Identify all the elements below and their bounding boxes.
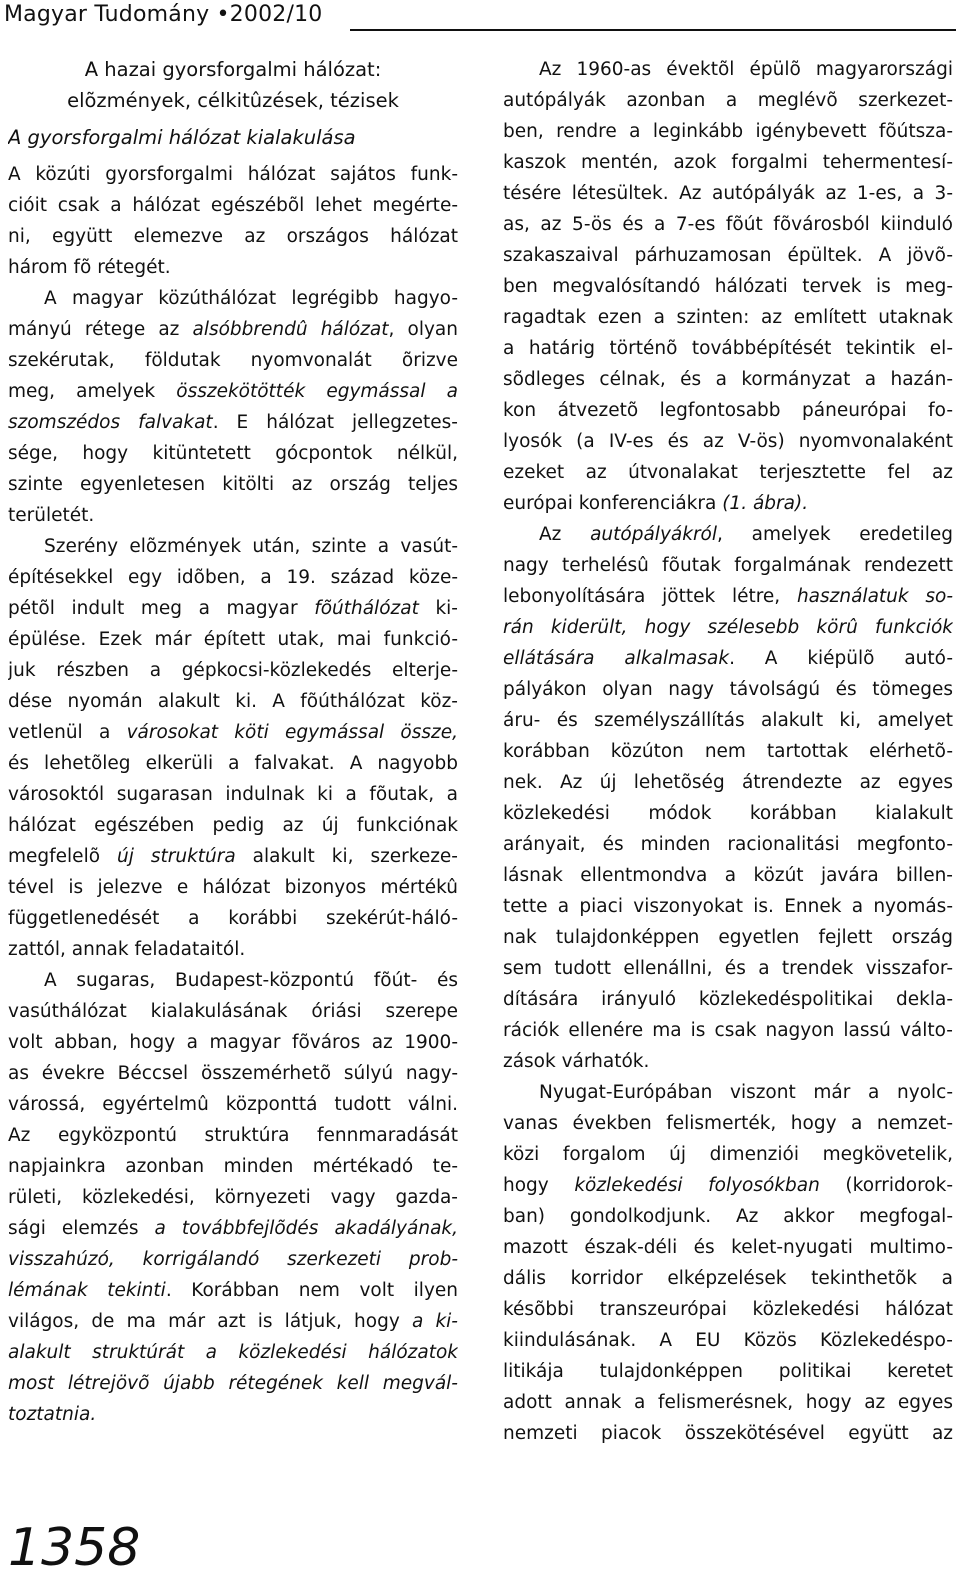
text-segment: várossá, egyértelmû központtá tudott válni. [8,1094,458,1115]
text-line [503,674,953,705]
text-segment: . A kiépülõ autó- [729,648,953,669]
text-segment: ragadtak ezen a szinten: az említett utaknak [503,307,953,328]
text-line [8,500,458,531]
text-segment: ki- [418,598,458,619]
emphasis-text: lémának tekinti [8,1280,166,1301]
text-segment: ben, rendre a leginkább igénybevett fõútsza- [503,121,953,142]
text-line [8,996,458,1027]
text-segment: dális korridor elképzelések tekinthetõk a [503,1268,953,1289]
emphasis-text: fõúthálózat [314,598,419,619]
text-line [8,1306,458,1337]
text-segment: . E hálózat jellegzetes- [212,412,458,433]
text-segment: napjainkra azonban minden mértékadó te- [8,1156,458,1177]
text-line [503,860,953,891]
text-line [503,488,953,519]
text-segment: épülése. Ezek már épített utak, mai funkció- [8,629,458,650]
text-line [8,1399,458,1430]
text-line [503,1418,953,1449]
text-segment: közi forgalom új dimenziói megkövetelik, [503,1144,953,1165]
text-segment: megfelelõ [8,846,117,867]
text-segment: nagy terhelésû fõutak forgalmának rendezett [503,555,953,576]
text-line [8,345,458,376]
text-line [8,903,458,934]
text-segment: lyosók (a IV-es és az V-ös) nyomvonalaként [503,431,953,452]
text-segment: sége, hogy kitüntetett gócpontok nélkül, [8,443,458,464]
text-segment: cióit csak a hálózat egészébõl lehet megérte- [8,195,458,216]
text-line [503,240,953,271]
text-line [503,1356,953,1387]
text-line [8,624,458,655]
text-line [8,1368,458,1399]
text-line [8,531,458,562]
text-segment: lebonyolítására jöttek létre, [503,586,797,607]
text-line [8,407,458,438]
text-line [503,767,953,798]
text-segment: A magyar közúthálózat legrégibb hagyo- [44,288,458,309]
text-line [8,1275,458,1306]
text-line [8,1089,458,1120]
text-line [503,1201,953,1232]
text-segment: volt abban, hogy a magyar fõváros az 1900- [8,1032,458,1053]
text-segment: mazott észak-déli és kelet-nyugati multimo- [503,1237,953,1258]
text-line [503,643,953,674]
text-segment: nemzeti piacok összekötésével együtt az [503,1423,953,1444]
text-segment: ben megvalósítandó hálózati tervek is meg- [503,276,953,297]
text-segment: A közúti gyorsforgalmi hálózat sajátos funk- [8,164,458,185]
emphasis-text: autópályákról [590,524,718,545]
text-segment: Az egyközpontú struktúra fennmaradását [8,1125,458,1146]
text-line [8,655,458,686]
text-segment: kon átvezetõ legfontosabb páneurópai fo- [503,400,953,421]
text-line [8,221,458,252]
text-line [8,934,458,965]
text-segment: vasúthálózat kialakulásának óriási szerepe [8,1001,458,1022]
text-line [503,395,953,426]
text-segment: dítására irányuló közlekedéspolitikai dekla- [503,989,953,1010]
text-segment: pétõl indult meg a magyar [8,598,315,619]
text-segment: vanas években felismerték, hogy a nemzet- [503,1113,953,1134]
text-segment: hálózat egészében pedig az új funkciónak [8,815,458,836]
text-segment: lásnak ellentmondva a közút javára billen- [503,865,953,886]
text-line [8,717,458,748]
emphasis-text: használatuk so- [796,586,953,607]
text-line [503,271,953,302]
emphasis-text: alakult struktúrát a közlekedési hálózatok [8,1342,458,1363]
text-segment: Az [539,524,591,545]
emphasis-text: a továbbfejlõdés akadályának, [154,1218,458,1239]
text-segment: rációk ellenére ma is csak nagyon lassú válto- [503,1020,953,1041]
text-line [8,810,458,841]
text-segment: , olyan [388,319,458,340]
text-segment: nek. Az új lehetõség átrendezte az egyes [503,772,953,793]
text-segment: zattól, annak feladataitól. [8,939,246,960]
text-segment: (korridorok- [819,1175,953,1196]
text-line [503,333,953,364]
text-line [503,1232,953,1263]
text-line [503,116,953,147]
text-segment: vetlenül a [8,722,127,743]
text-segment: ban) gondolkodjunk. Az akkor megfogal- [503,1206,953,1227]
text-segment: sem tudott ellenállni, és a trendek visszafor- [503,958,953,979]
text-line [8,841,458,872]
emphasis-text: most létrejövõ újabb rétegének kell megvál- [8,1373,458,1394]
left-column [8,54,458,1430]
text-segment: közlekedési módok korábban kialakult [503,803,953,824]
text-segment: ni, együtt elemezve az országos hálózat [8,226,458,247]
text-segment: késõbbi transzeurópai közlekedési hálózat [503,1299,953,1320]
text-segment: és lehetõleg elkerüli a falvakat. A nagyobb [8,753,458,774]
text-segment: , amelyek eredetileg [717,524,953,545]
emphasis-text: alsóbbrendû hálózat [192,319,389,340]
text-line [8,872,458,903]
text-line [8,283,458,314]
text-segment: alakult ki, szerkeze- [235,846,458,867]
text-line [8,1151,458,1182]
text-line [503,953,953,984]
text-segment: as évekre Béccsel összemérhetõ súlyú nagy- [8,1063,458,1084]
text-segment: tésére létesültek. Az autópályák az 1-es, a 3- [503,183,953,204]
text-line [8,1120,458,1151]
journal-issue: Magyar Tudomány •2002/10 [4,2,323,27]
running-header [0,0,960,34]
text-line [8,314,458,345]
text-segment: szinte egyenletesen kitölti az ország teljes [8,474,458,495]
emphasis-text: új struktúra [117,846,236,867]
right-column [503,54,953,1449]
text-segment: három fõ rétegét. [8,257,171,278]
text-segment: arányait, és minden racionalitási megfonto- [503,834,953,855]
text-segment: a határig történõ továbbépítését tekintik el- [503,338,953,359]
text-line [8,686,458,717]
text-segment: tette a piaci viszonyokat is. Ennek a nyomás- [503,896,953,917]
article-title-line-1: A hazai gyorsforgalmi hálózat: [84,58,382,81]
text-line [503,519,953,550]
text-line [503,581,953,612]
text-line [8,438,458,469]
text-line [503,426,953,457]
text-line [503,54,953,85]
emphasis-text: a ki- [411,1311,458,1332]
emphasis-text: toztatnia. [8,1404,97,1425]
text-line [8,1027,458,1058]
text-segment: pályákon olyan nagy távolságú és tömeges [503,679,953,700]
text-segment: litikája tulajdonképpen politikai keretet [503,1361,953,1382]
text-line [503,984,953,1015]
text-segment: Az 1960-as évektõl épülõ magyarországi [539,59,953,80]
text-line [8,1337,458,1368]
text-line [503,922,953,953]
text-segment: hogy [503,1175,575,1196]
text-line [503,1046,953,1077]
article-title-line-2: elõzmények, célkitûzések, tézisek [67,89,399,112]
text-line [503,550,953,581]
text-segment: városoktól sugarasan indulnak ki a fõutak, a [8,784,458,805]
text-line [503,736,953,767]
text-line [503,1170,953,1201]
text-segment: Nyugat-Európában viszont már a nyolc- [539,1082,953,1103]
text-line [8,376,458,407]
text-line [503,1139,953,1170]
text-segment: szakaszaival párhuzamosan épültek. A jövõ- [503,245,953,266]
text-segment: meg, amelyek [8,381,177,402]
text-line [8,1182,458,1213]
text-line [8,1244,458,1275]
text-segment: világos, de ma már azt is látjuk, hogy [8,1311,412,1332]
text-segment: építésekkel egy idõben, a 19. század köze- [8,567,458,588]
text-line [8,159,458,190]
text-segment: Szerény elõzmények után, szinte a vasút- [44,536,458,557]
text-segment: dése nyomán alakult ki. A fõúthálózat köz- [8,691,458,712]
text-segment: szekérutak, földutak nyomvonalát õrizve [8,350,458,371]
text-line [503,705,953,736]
section-subheading: A gyorsforgalmi hálózat kialakulása [8,126,356,149]
text-line [503,364,953,395]
text-line [503,1108,953,1139]
text-line [503,798,953,829]
text-segment: nak tulajdonképpen egyetlen fejlett ország [503,927,953,948]
page-number: 1358 [8,1518,141,1578]
emphasis-text: összekötötték egymással a [176,381,458,402]
text-segment: as, az 5-ös és a 7-es fõút fõvárosból kiinduló [503,214,953,235]
text-line [503,85,953,116]
text-line [8,965,458,996]
text-line [503,457,953,488]
text-line [503,1294,953,1325]
text-segment: sõdleges célnak, és a kormányzat a hazán- [503,369,953,390]
text-line [8,190,458,221]
text-line [503,1387,953,1418]
text-line [503,612,953,643]
text-segment: korábban közúton nem tartottak elérhetõ- [503,741,953,762]
text-line [503,829,953,860]
text-line [8,1213,458,1244]
text-line [503,1263,953,1294]
text-line [8,593,458,624]
text-segment: területét. [8,505,95,526]
text-line [8,748,458,779]
text-line [8,562,458,593]
header-rule [350,29,956,31]
text-segment: autópályák azonban a meglévõ szerkezet- [503,90,953,111]
text-line [8,1058,458,1089]
emphasis-text: visszahúzó, korrigálandó szerkezeti prob- [8,1249,458,1270]
emphasis-text: (1. ábra). [722,493,809,514]
text-segment: függetlenedését a korábbi szekérút-háló- [8,908,458,929]
text-segment: ezeket az útvonalakat terjesztette fel az [503,462,953,483]
text-line [503,178,953,209]
text-segment: zások várhatók. [503,1051,650,1072]
emphasis-text: közlekedési folyosókban [574,1175,820,1196]
emphasis-text: ellátására alkalmasak [503,648,730,669]
text-line [503,209,953,240]
text-segment: . Korábban nem volt ilyen [165,1280,458,1301]
text-segment: európai konferenciákra [503,493,723,514]
text-segment: A sugaras, Budapest-központú fõút- és [44,970,458,991]
text-segment: sági elemzés [8,1218,155,1239]
text-segment: rületi, közlekedési, környezeti vagy gazda- [8,1187,458,1208]
text-segment: mányú rétege az [8,319,193,340]
text-segment: áru- és személyszállítás alakult ki, amelyet [503,710,953,731]
text-line [503,1325,953,1356]
text-segment: adott annak a felismerésnek, hogy az egyes [503,1392,953,1413]
text-line [8,252,458,283]
text-line [503,302,953,333]
text-segment: kiindulásának. A EU Közös Közlekedéspo- [503,1330,953,1351]
text-segment: tével is jelezve e hálózat bizonyos mértékû [8,877,458,898]
text-segment: kaszok mentén, azok forgalmi tehermentesí- [503,152,953,173]
text-line [503,1077,953,1108]
emphasis-text: rán kiderült, hogy szélesebb körû funkciók [503,617,953,638]
text-line [8,469,458,500]
emphasis-text: városokat köti egymással össze, [126,722,458,743]
text-line [8,779,458,810]
text-segment: juk részben a gépkocsi-közlekedés elterje- [8,660,458,681]
text-line [503,891,953,922]
text-line [503,1015,953,1046]
emphasis-text: szomszédos falvakat [8,412,213,433]
text-line [503,147,953,178]
